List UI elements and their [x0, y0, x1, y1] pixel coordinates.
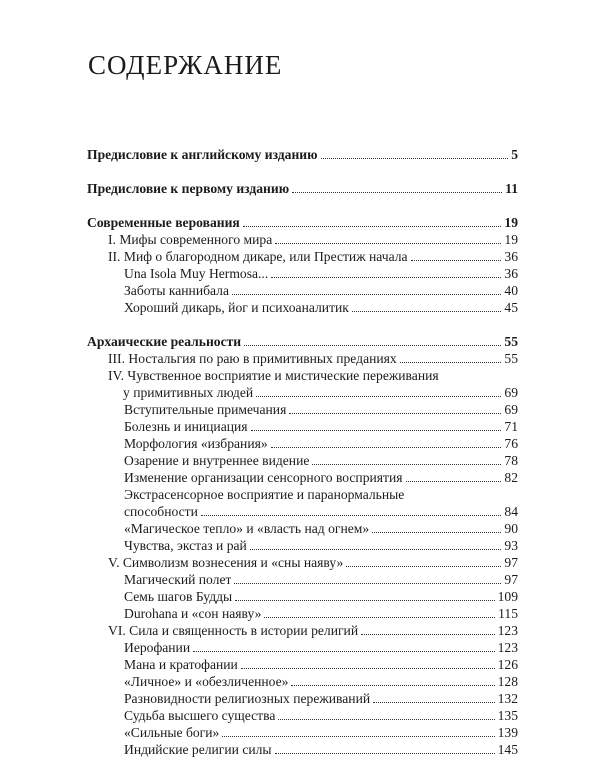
- toc-entry: [87, 384, 518, 401]
- toc-entry: [87, 231, 518, 248]
- dot-leader: [271, 447, 502, 448]
- toc-page-number: 55: [504, 334, 518, 349]
- toc-entry-title: Экстрасенсорное восприятие и паранормальные: [124, 487, 405, 502]
- dot-leader: [193, 651, 494, 652]
- toc-entry-title: VI. Сила и священность в истории религий: [108, 623, 359, 638]
- toc-entry-title: Морфология «избрания»: [124, 436, 268, 451]
- dot-leader: [256, 396, 501, 397]
- toc-entry-title: Предисловие к английскому изданию: [87, 147, 318, 162]
- dot-leader: [411, 260, 502, 261]
- toc-entry-title: «Личное» и «обезличенное»: [124, 674, 289, 689]
- toc-entry: [87, 299, 518, 316]
- toc-entry: [87, 333, 518, 350]
- toc-entry-title: V. Символизм вознесения и «сны наяву»: [108, 555, 344, 570]
- toc-page-number: 126: [497, 657, 518, 672]
- dot-leader: [312, 464, 501, 465]
- toc-page-number: 5: [511, 147, 518, 162]
- dot-leader: [235, 600, 494, 601]
- dot-leader: [321, 158, 509, 159]
- toc-page-number: 19: [504, 232, 518, 247]
- toc-entry-title: Озарение и внутреннее видение: [124, 453, 310, 468]
- toc-entry: [87, 282, 518, 299]
- toc-entry: [87, 265, 518, 282]
- toc-entry-title: Иерофании: [124, 640, 191, 655]
- toc-entry: [87, 435, 518, 452]
- toc-page-number: 69: [504, 402, 518, 417]
- toc-entry: [87, 469, 518, 486]
- toc-page-number: 45: [504, 300, 518, 315]
- toc-entry: [87, 180, 518, 197]
- toc-page-number: 69: [504, 385, 518, 400]
- dot-leader: [278, 719, 494, 720]
- toc-entry-title: «Магическое тепло» и «власть над огнем»: [124, 521, 370, 536]
- toc-page-number: 84: [504, 504, 518, 519]
- toc-entry: [87, 350, 518, 367]
- dot-leader: [406, 481, 502, 482]
- toc-entry-title: Durohana и «сон наяву»: [124, 606, 262, 621]
- toc-page-number: 11: [505, 181, 518, 196]
- toc-entry-title-continued: способности: [124, 504, 198, 519]
- toc-entry-title: Болезнь и инициация: [124, 419, 248, 434]
- dot-leader: [275, 753, 495, 754]
- toc-entry-title: Предисловие к первому изданию: [87, 181, 290, 196]
- toc-page-number: 115: [498, 606, 518, 621]
- toc-entry-title: Разновидности религиозных переживаний: [124, 691, 371, 706]
- toc-entry: [87, 214, 518, 231]
- toc-entry: [87, 724, 518, 741]
- dot-leader: [234, 583, 501, 584]
- toc-entry-title: Индийские религии силы: [124, 742, 272, 757]
- dot-leader: [292, 192, 502, 193]
- dot-leader: [241, 668, 495, 669]
- dot-leader: [352, 311, 502, 312]
- table-of-contents: [87, 146, 518, 758]
- toc-page-number: 82: [504, 470, 518, 485]
- toc-entry: [87, 367, 518, 384]
- toc-entry-title: Судьба высшего существа: [124, 708, 276, 723]
- toc-entry-title: Заботы каннибала: [124, 283, 229, 298]
- toc-page-number: 36: [504, 266, 518, 281]
- dot-leader: [373, 702, 494, 703]
- toc-page-number: 128: [497, 674, 518, 689]
- toc-entry: [87, 673, 518, 690]
- dot-leader: [243, 226, 502, 227]
- dot-leader: [372, 532, 501, 533]
- toc-page-number: 135: [497, 708, 518, 723]
- toc-entry: [87, 401, 518, 418]
- toc-entry-title: I. Мифы современного мира: [108, 232, 273, 247]
- toc-entry: [87, 571, 518, 588]
- toc-page-number: 139: [497, 725, 518, 740]
- toc-page-number: 145: [497, 742, 518, 757]
- dot-leader: [291, 685, 494, 686]
- dot-leader: [361, 634, 495, 635]
- toc-entry-title: Семь шагов Будды: [124, 589, 233, 604]
- toc-entry: [87, 248, 518, 265]
- toc-entry-title: «Сильные боги»: [124, 725, 220, 740]
- dot-leader: [201, 515, 502, 516]
- toc-page-number: 19: [504, 215, 518, 230]
- dot-leader: [271, 277, 501, 278]
- toc-page-number: 123: [497, 623, 518, 638]
- dot-leader: [232, 294, 501, 295]
- toc-entry-title: Вступительные примечания: [124, 402, 287, 417]
- toc-entry: [87, 452, 518, 469]
- toc-page-number: 97: [504, 572, 518, 587]
- toc-page-number: 71: [504, 419, 518, 434]
- toc-entry-title: Una Isola Muy Hermosa...: [124, 266, 269, 281]
- toc-page-number: 123: [497, 640, 518, 655]
- dot-leader: [400, 362, 502, 363]
- toc-entry: [87, 146, 518, 163]
- toc-page-number: 76: [504, 436, 518, 451]
- toc-entry: [87, 520, 518, 537]
- toc-page-number: 78: [504, 453, 518, 468]
- toc-entry-title: Современные верования: [87, 215, 240, 230]
- toc-page-number: 97: [504, 555, 518, 570]
- dot-leader: [264, 617, 495, 618]
- toc-entry: [87, 486, 518, 503]
- toc-entry: [87, 588, 518, 605]
- toc-entry: [87, 622, 518, 639]
- toc-entry: [87, 503, 518, 520]
- toc-entry-title: II. Миф о благородном дикаре, или Престиж начала: [108, 249, 408, 264]
- toc-entry: [87, 418, 518, 435]
- toc-page-number: 55: [504, 351, 518, 366]
- toc-entry-title: Чувства, экстаз и рай: [124, 538, 247, 553]
- toc-entry: [87, 690, 518, 707]
- toc-page-number: 109: [497, 589, 518, 604]
- toc-entry-title: Хороший дикарь, йог и психоаналитик: [124, 300, 349, 315]
- toc-entry: [87, 656, 518, 673]
- toc-entry: [87, 554, 518, 571]
- toc-page-number: 132: [497, 691, 518, 706]
- toc-entry-title: Архаические реальности: [87, 334, 242, 349]
- dot-leader: [244, 345, 501, 346]
- toc-entry-title: Изменение организации сенсорного восприятия: [124, 470, 403, 485]
- toc-entry-title: Магический полет: [124, 572, 232, 587]
- dot-leader: [251, 430, 502, 431]
- toc-entry: [87, 605, 518, 622]
- dot-leader: [289, 413, 501, 414]
- toc-entry-title: IV. Чувственное восприятие и мистические переживания: [108, 368, 439, 383]
- dot-leader: [275, 243, 501, 244]
- toc-entry-title-continued: у примитивных людей: [123, 385, 254, 400]
- toc-page-number: 93: [504, 538, 518, 553]
- toc-entry: [87, 537, 518, 554]
- toc-entry: [87, 639, 518, 656]
- dot-leader: [222, 736, 494, 737]
- toc-entry: [87, 707, 518, 724]
- toc-entry-title: III. Ностальгия по раю в примитивных преданиях: [108, 351, 397, 366]
- toc-page-number: 40: [504, 283, 518, 298]
- toc-page-number: 90: [504, 521, 518, 536]
- dot-leader: [346, 566, 501, 567]
- toc-entry-title: Мана и кратофании: [124, 657, 238, 672]
- dot-leader: [250, 549, 502, 550]
- page-title: СОДЕРЖАНИЕ: [88, 50, 283, 80]
- toc-page-number: 36: [504, 249, 518, 264]
